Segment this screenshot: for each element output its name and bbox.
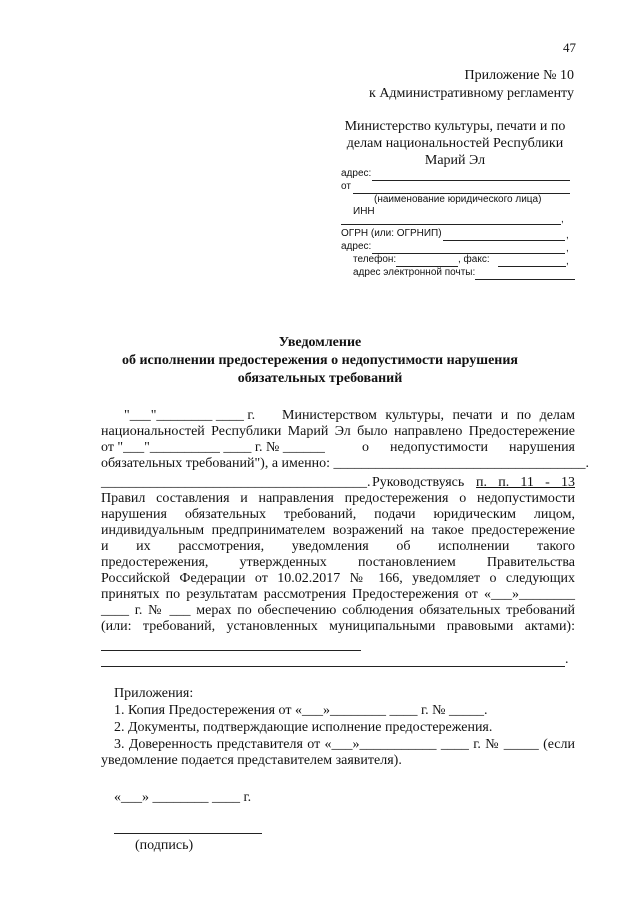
p1-date-2: от "___"__________ ____ г. № ______ xyxy=(101,440,325,455)
appendix-number: Приложение № 10 xyxy=(464,68,574,83)
p1-date: "___"________ ____ г. xyxy=(124,408,256,423)
appendix-regulation: к Административному регламенту xyxy=(369,86,574,101)
attachments-heading: Приложения: xyxy=(114,686,194,701)
p2-line-6: предостережения, утвержденных постановлением Правительства xyxy=(101,555,575,570)
ministry-line-1: Министерство культуры, печати и по xyxy=(344,119,566,134)
ministry-line-3: Марий Эл xyxy=(424,153,486,168)
p2-line-4: индивидуальным предпринимателем возражений на такое предостережение xyxy=(101,523,575,538)
p2-line-9: ____ г. № ___ мерах по обеспечению соблюдения обязательных требований xyxy=(101,603,575,618)
phone-label: телефон: xyxy=(353,254,397,265)
p1-line-2: национальностей Республики Марий Эл было направлено Предостережение xyxy=(101,424,575,439)
p2-line-10: (или: требований, установленных муниципальными правовыми актами): xyxy=(101,619,575,634)
ministry-line-2: делам национальностей Республики xyxy=(346,136,564,151)
email-label: адрес электронной почты: xyxy=(353,267,476,278)
legal-entity-hint: (наименование юридического лица) xyxy=(374,194,542,205)
fax-comma: , xyxy=(566,256,569,267)
p2-line-3: нарушения обязательных требований, подачи юридическим лицом, xyxy=(101,507,575,522)
ministry-name xyxy=(330,118,580,169)
title-line-3: обязательных требований xyxy=(237,371,403,386)
email-line xyxy=(475,279,575,280)
address2-comma: , xyxy=(566,243,569,254)
attachment-item-3: 3. Доверенность представителя от «___»___________ ____ г. № _____ (если xyxy=(114,737,575,752)
ogrn-line xyxy=(443,240,565,241)
attachment-item-1: 1. Копия Предостережения от «___»________ ____ г. № _____. xyxy=(114,703,488,718)
attachment-item-2: 2. Документы, подтверждающие исполнение предостережения. xyxy=(114,720,493,735)
blank-line-1 xyxy=(101,650,361,651)
p1-line-4: обязательных требований"), а именно: ____________________________________. xyxy=(101,456,589,471)
attachment-item-3-cont: уведомление подается представителем заявителя). xyxy=(101,753,402,768)
signature-label: (подпись) xyxy=(135,838,194,853)
address-label: адрес: xyxy=(341,168,372,179)
fax-line xyxy=(498,266,566,267)
ogrn-label: ОГРН (или: ОГРНИП) xyxy=(341,228,442,239)
p2-reference: п. п. 11 - 13 xyxy=(476,475,575,490)
signature-date: «___» ________ ____ г. xyxy=(114,790,252,805)
page-number: 47 xyxy=(563,40,576,55)
p2-line-5: и их рассмотрения, уведомления об исполнении такого xyxy=(101,539,575,554)
p2-guided: Руководствуясь xyxy=(372,475,465,490)
p1-line-1: Министерством культуры, печати и по делам xyxy=(282,408,575,423)
blank-line-2 xyxy=(101,666,565,667)
fax-label: , факс: xyxy=(458,254,490,265)
blank-line-period: . xyxy=(565,652,569,667)
inn-comma: , xyxy=(561,214,564,225)
inn-label: ИНН xyxy=(353,206,375,217)
p2-blank: ______________________________________. xyxy=(101,475,371,490)
document-title xyxy=(60,334,580,388)
signature-line xyxy=(114,833,262,834)
p2-line-8: принятых по результатам рассмотрения Предостережения от «___»________ xyxy=(101,587,575,602)
inn-line xyxy=(341,224,561,225)
p1-line-3: о недопустимости нарушения xyxy=(362,440,575,455)
p2-line-7: Российской Федерации от 10.02.2017 № 166, уведомляет о следующих xyxy=(101,571,575,586)
title-line-1: Уведомление xyxy=(278,335,362,350)
p2-line-2: Правил составления и направления предостережения о недопустимости xyxy=(101,491,575,506)
title-line-2: об исполнении предостережения о недопустимости нарушения xyxy=(121,353,519,368)
address-line xyxy=(372,180,570,181)
address2-label: адрес: xyxy=(341,241,372,252)
ogrn-comma: , xyxy=(566,230,569,241)
from-label: от xyxy=(341,181,351,192)
